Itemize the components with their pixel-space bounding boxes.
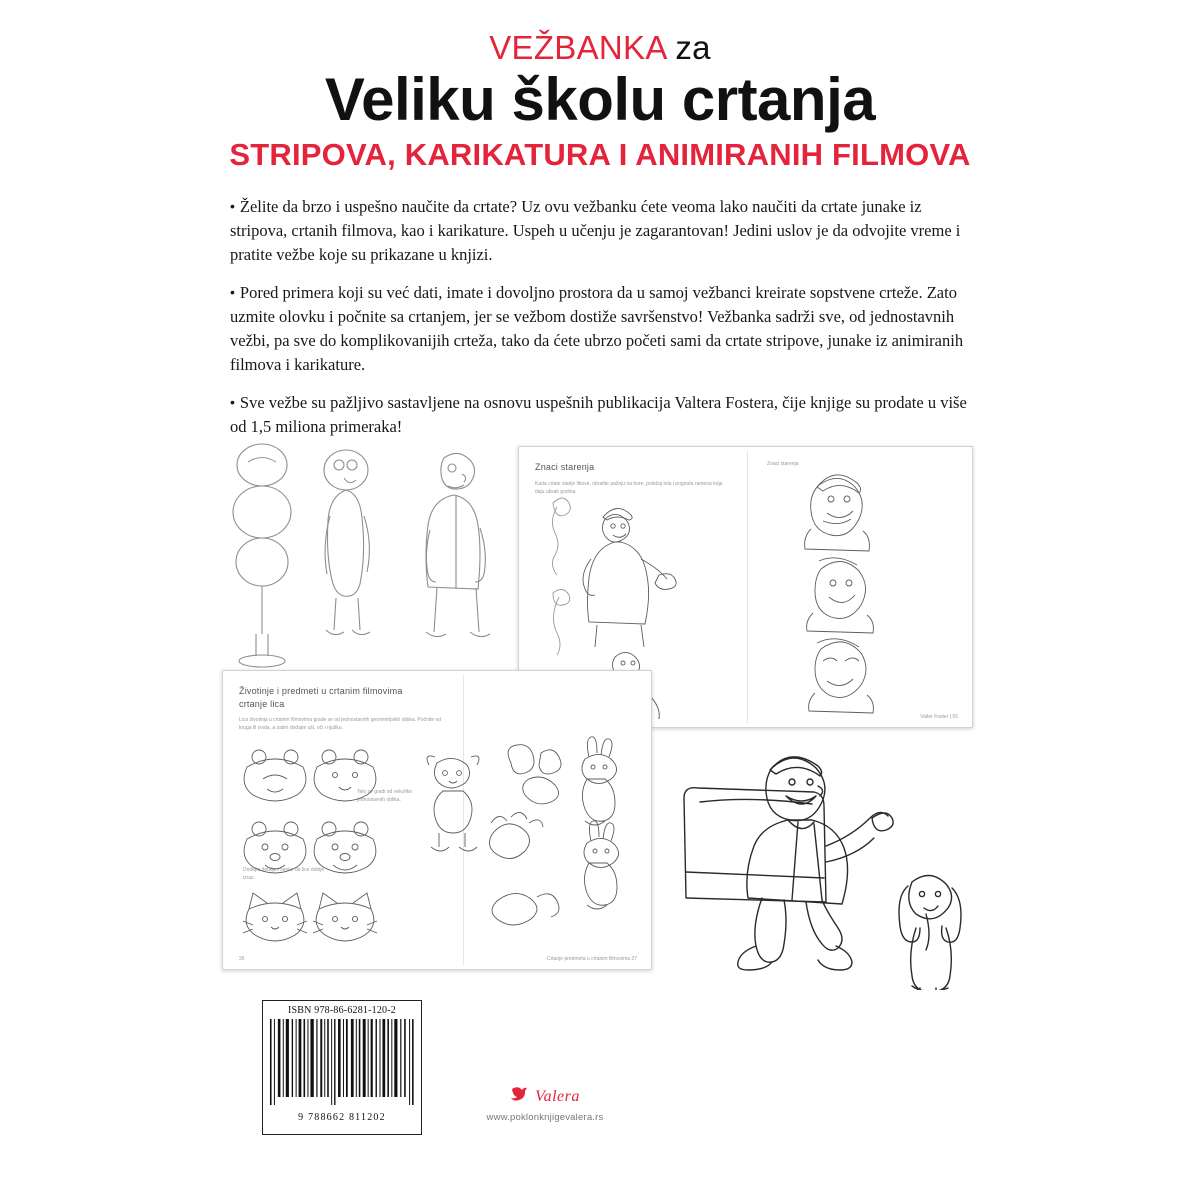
- bullet-glyph-1: •: [230, 198, 235, 215]
- spread-top-body: Kada crtate starije likove, obratite pažnju na bore, položaj tela i pognuta ramena koja daju utisak godina.: [535, 481, 723, 495]
- title-block: [0, 0, 1200, 173]
- page-subtitle: STRIPOVA, KARIKATURA I ANIMIRANIH FILMOVA: [229, 137, 971, 173]
- publisher-logo-row: [455, 1085, 635, 1108]
- book-spread-preview-bottom: [222, 670, 652, 970]
- bird-logo-icon: [510, 1085, 530, 1108]
- cartoon-man-and-dog-illustration: [676, 742, 1026, 990]
- paragraph-2: [230, 281, 970, 377]
- paragraph-1-text: Želite da brzo i uspešno naučite da crtate? Uz ovu vežbanku ćete veoma lako naučiti da crtate junake iz stripova, crtanih filmova, kao i karikature. Uspeh u učenju je zagarantovan! Jedini uslov je da odvojite vreme i pratite vežbe koje su prikazane u knjizi.: [230, 197, 961, 265]
- pencil-figures-illustration: [212, 440, 512, 690]
- spread-bottom-body: Lica životinja u crtanim filmovima grade se od jednostavnih geometrijskih oblika. Počnite od kruga ili ovala, a zatim dodajte uši, oči i njušku.: [239, 717, 442, 731]
- paragraph-2-text: Pored primera koji su već dati, imate i dovoljno prostora da u samoj vežbanci kreirate sopstvene crteže. Zato uzmite olovku i počnite sa crtanjem, jer se vežbom dostiže savršenstvo! Vežbanka sadrži sve, od jednostavnih vežbi, pa sve do komplikovanijih crteža, tako da ćete ubrzo početi sami da crtate stripove, junake iz animiranih filmova i karikature.: [230, 283, 964, 374]
- publisher-block: [455, 1085, 635, 1123]
- barcode-digits: 9 788662 811202: [298, 1112, 386, 1123]
- spread-bottom-caption-mid: Telo se gradi od nekoliko jednostavnih oblika.: [357, 789, 413, 803]
- isbn-barcode-box: [262, 1000, 422, 1135]
- bullet-glyph-2: •: [230, 284, 235, 301]
- barcode-image: [268, 1019, 416, 1105]
- publisher-url: www.poklonknjigevalera.rs: [486, 1112, 604, 1123]
- spread-top-page-right: Valter Foster | 55: [920, 714, 958, 720]
- illustration-area: [0, 430, 1200, 1000]
- spread-bottom-page-right: Crtanje predmeta u crtanim filmovima 27: [546, 956, 637, 962]
- spread-top-title: Znaci starenja: [535, 462, 595, 472]
- paragraph-1: [230, 195, 970, 267]
- page-title: Veliku školu crtanja: [324, 66, 876, 134]
- spread-top-right-label: Znaci starenja: [767, 461, 799, 467]
- spread-bottom-title-1: Životinje i predmeti u crtanim filmovima: [239, 686, 403, 696]
- kicker-rest-text: za: [675, 29, 711, 66]
- isbn-label: ISBN 978-86-6281-120-2: [287, 1005, 396, 1016]
- spread-bottom-title-2: crtanje lica: [239, 699, 285, 709]
- bullet-glyph-3: •: [230, 393, 235, 410]
- kicker-red-text: VEŽBANKA: [489, 29, 666, 66]
- description-copy: [230, 195, 970, 438]
- publisher-name: Valera: [535, 1087, 580, 1105]
- spread-bottom-caption-left: Dodajte detalje i senke da lice dobije izraz.: [243, 867, 325, 881]
- kicker-line: [0, 30, 1200, 66]
- paragraph-3-text: Sve vežbe su pažljivo sastavljene na osnovu uspešnih publikacija Valtera Fostera, čije knjige su prodate u više od 1,5 miliona primeraka!: [230, 392, 967, 436]
- spread-bottom-page-left: 26: [239, 956, 245, 962]
